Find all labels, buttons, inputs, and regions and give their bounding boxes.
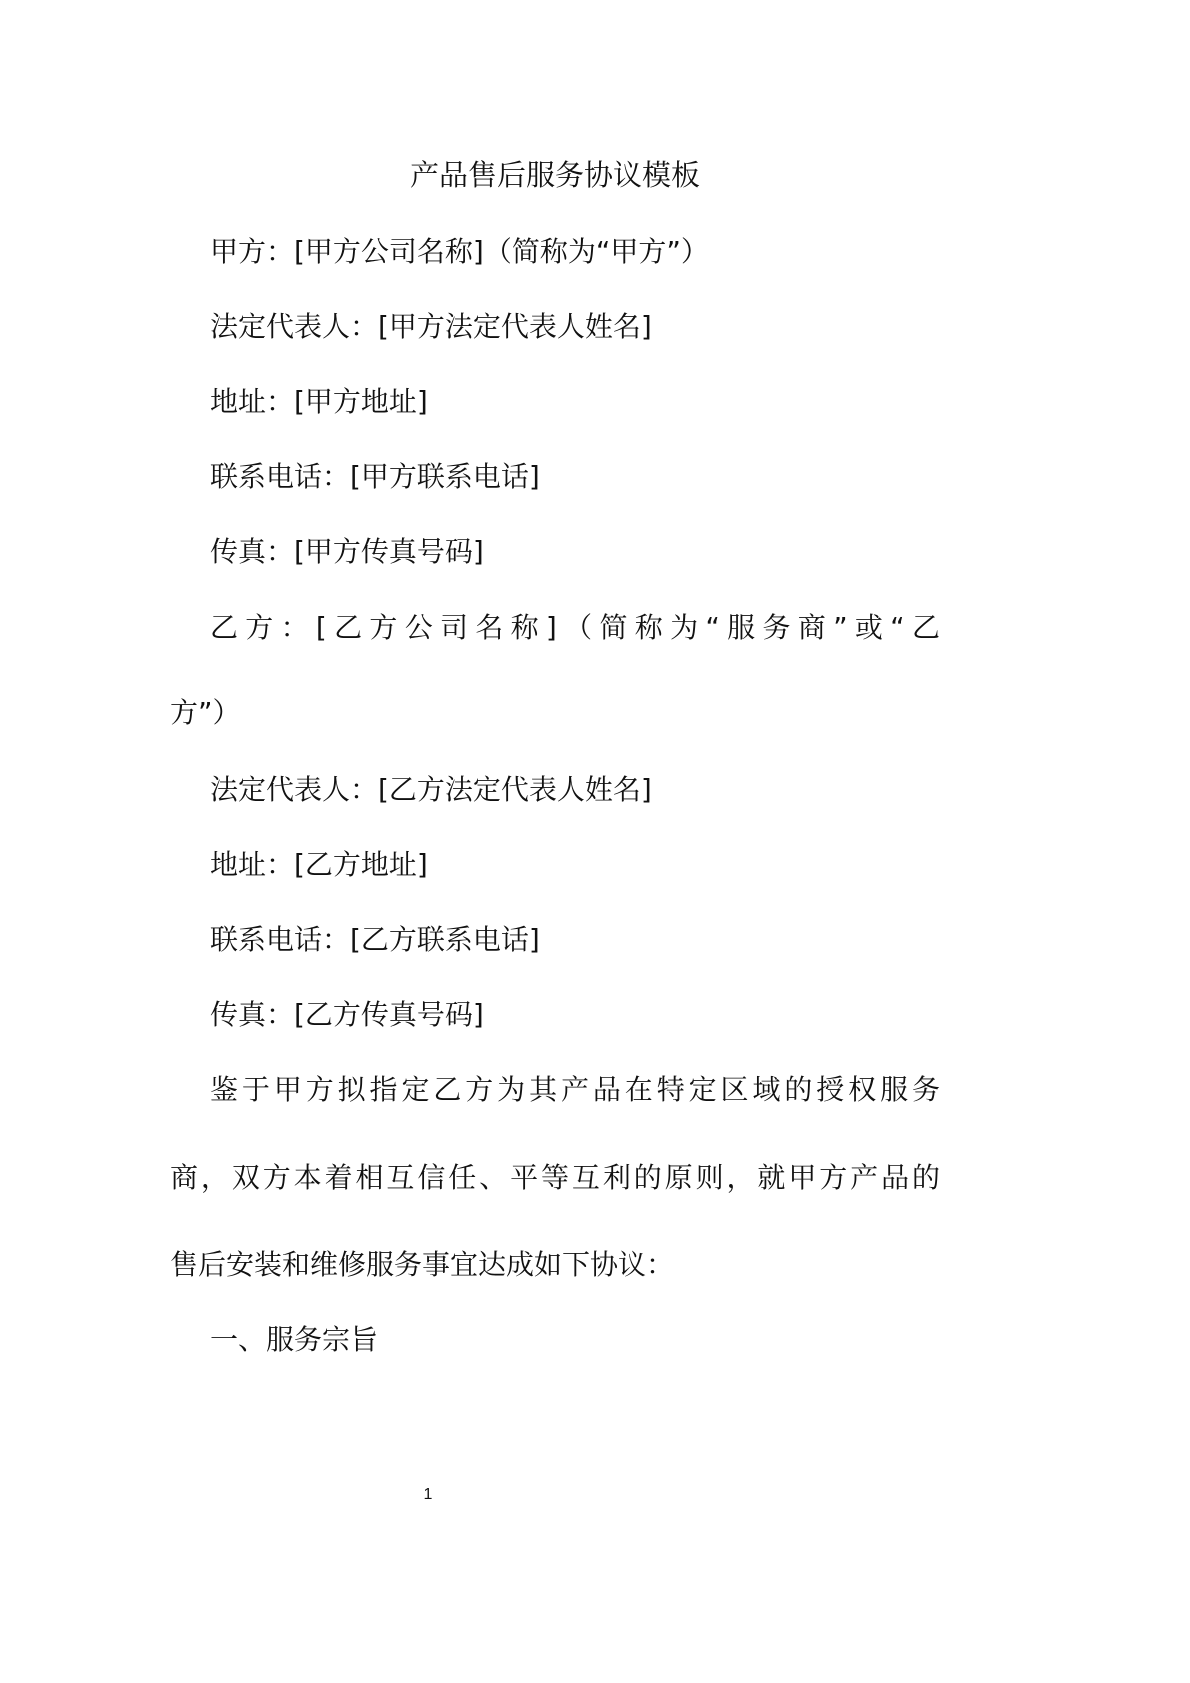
party-b-fax: 传真：[乙方传真号码] [210,998,484,1031]
party-b-name-line: 乙方：[乙方公司名称]（简称为“服务商”或“乙 [210,611,940,644]
party-a-phone: 联系电话：[甲方联系电话] [210,460,540,493]
preamble-line: 售后安装和维修服务事宜达成如下协议： [170,1248,675,1281]
section-heading: 一、服务宗旨 [210,1323,379,1356]
party-a-legal-rep: 法定代表人：[甲方法定代表人姓名] [210,310,652,343]
party-a-address: 地址：[甲方地址] [210,385,428,418]
page-title: 产品售后服务协议模板 [409,158,700,192]
preamble-line: 商，双方本着相互信任、平等互利的原则，就甲方产品的 [170,1161,940,1194]
party-b-address: 地址：[乙方地址] [210,848,428,881]
party-a-fax: 传真：[甲方传真号码] [210,535,484,568]
party-b-legal-rep: 法定代表人：[乙方法定代表人姓名] [210,773,652,806]
party-b-phone: 联系电话：[乙方联系电话] [210,923,540,956]
party-b-name-line: 方”） [170,696,241,729]
page-number: 1 [423,1486,433,1503]
preamble-line: 鉴于甲方拟指定乙方为其产品在特定区域的授权服务 [210,1073,940,1106]
party-a-name: 甲方：[甲方公司名称]（简称为“甲方”） [210,235,709,268]
